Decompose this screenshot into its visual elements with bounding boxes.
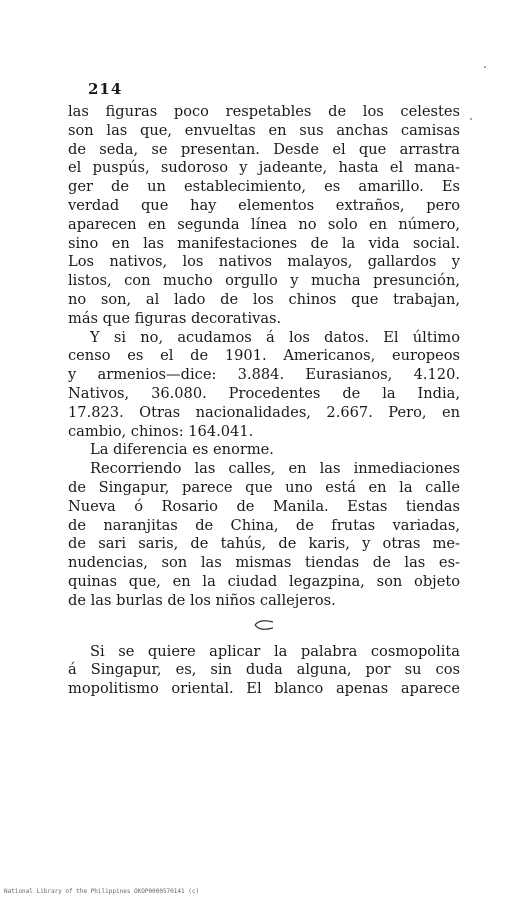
text-line: La diferencia es enorme. bbox=[90, 441, 274, 459]
text-line: de naranjitas de China, de frutas variadas, bbox=[68, 516, 460, 534]
text-line: quinas que, en la ciudad legazpina, son objeto bbox=[68, 572, 460, 590]
text-line: á Singapur, es, sin duda alguna, por su cos bbox=[68, 661, 460, 679]
paper-speck bbox=[470, 118, 472, 120]
text-line: de Singapur, parece que uno está en la calle bbox=[68, 478, 460, 496]
text-line: de seda, se presentan. Desde el que arrastra bbox=[68, 140, 460, 158]
text-line: Y si no, acudamos á los datos. El último bbox=[90, 328, 460, 346]
text-line: y armenios—dice: 3.884. Eurasianos, 4.120. bbox=[68, 366, 460, 384]
text-line: censo es el de 1901. Americanos, europeos bbox=[68, 347, 460, 365]
text-line: sino en las manifestaciones de la vida social. bbox=[68, 234, 460, 252]
text-line: Los nativos, los nativos malayos, gallardos y bbox=[68, 253, 460, 271]
text-line: no son, al lado de los chinos que trabajan, bbox=[68, 290, 460, 308]
text-line: listos, con mucho orgullo y mucha presunción, bbox=[68, 272, 460, 290]
text-line: aparecen en segunda línea no solo en número, bbox=[68, 215, 460, 233]
paper-speck bbox=[484, 66, 486, 68]
text-line: mopolitismo oriental. El blanco apenas aparece bbox=[68, 680, 460, 698]
text-line: Si se quiere aplicar la palabra cosmopolita bbox=[90, 642, 460, 660]
text-line: verdad que hay elementos extraños, pero bbox=[68, 196, 460, 214]
text-line: cambio, chinos: 164.041. bbox=[68, 422, 254, 440]
text-line: el puspús, sudoroso y jadeante, hasta el mana- bbox=[68, 159, 460, 177]
text-line: nudencias, son las mismas tiendas de las es- bbox=[68, 554, 460, 572]
text-line: Nativos, 36.080. Procedentes de la India, bbox=[68, 384, 460, 402]
body-text bbox=[68, 103, 460, 699]
text-line: 17.823. Otras nacionalidades, 2.667. Pero, en bbox=[68, 403, 460, 421]
text-line: ger de un establecimiento, es amarillo. Es bbox=[68, 178, 460, 196]
text-line: de sari saris, de tahús, de karis, y otras me- bbox=[68, 535, 460, 553]
text-line: Nueva ó Rosario de Manila. Estas tiendas bbox=[68, 497, 460, 515]
text-line: Recorriendo las calles, en las inmediaciones bbox=[90, 460, 460, 478]
text-line: más que figuras decorativas. bbox=[68, 309, 282, 327]
footer-watermark: National Library of the Philippines OKOP0000570141 (c) bbox=[4, 888, 200, 895]
text-line: de las burlas de los niños callejeros. bbox=[68, 591, 336, 609]
text-line: las figuras poco respetables de los celestes bbox=[68, 103, 460, 120]
section-ornament-icon bbox=[68, 613, 460, 637]
page-number: 214 bbox=[88, 80, 123, 98]
text-line: son las que, envueltas en sus anchas camisas bbox=[68, 121, 460, 139]
